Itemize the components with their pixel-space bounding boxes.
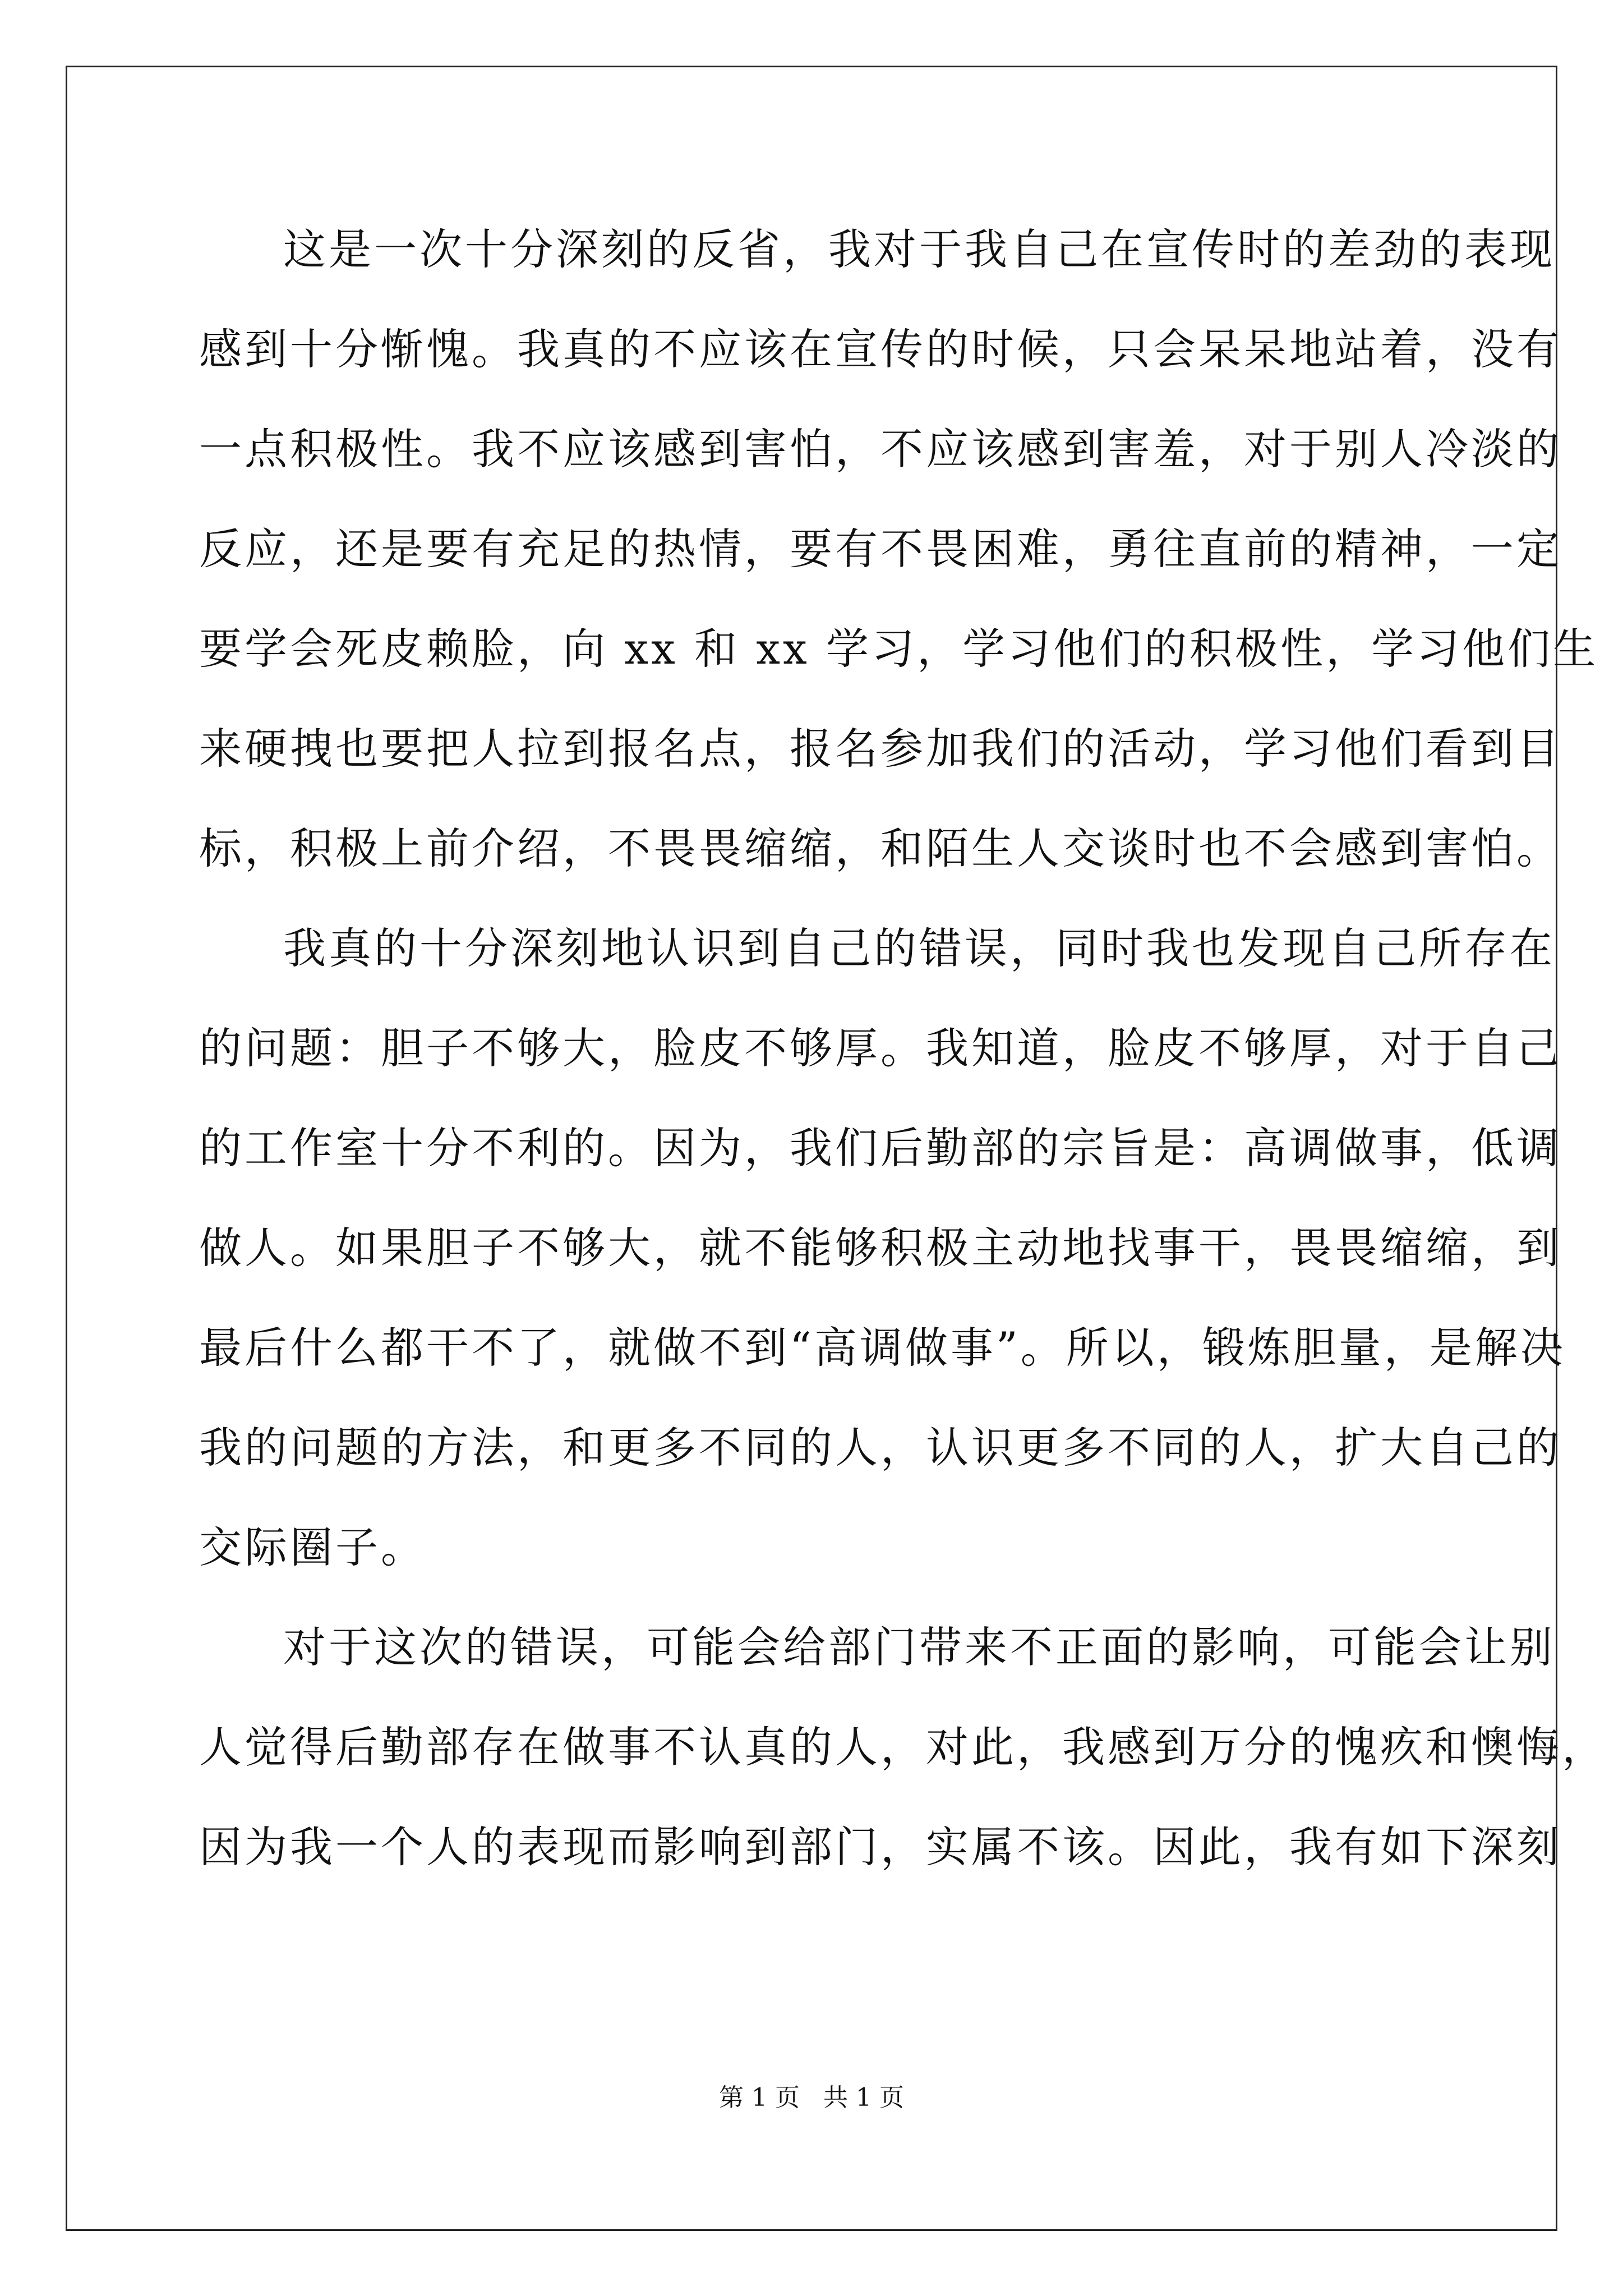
paragraph-1-line-4: 反应，还是要有充足的热情，要有不畏困难，勇往直前的精神，一定 — [199, 524, 1562, 574]
paragraph-1-line-5: 要学会死皮赖脸，向 xx 和 xx 学习，学习他们的积极性，学习他们生 — [199, 624, 1599, 674]
paragraph-2-line-3: 的工作室十分不利的。因为，我们后勤部的宗旨是：高调做事，低调 — [199, 1123, 1562, 1173]
paragraph-3-line-1: 对于这次的错误，可能会给部门带来不正面的影响，可能会让别 — [283, 1622, 1555, 1672]
paragraph-2-line-7: 交际圈子。 — [199, 1522, 426, 1572]
paragraph-2-line-2: 的问题：胆子不够大，脸皮不够厚。我知道，脸皮不够厚，对于自己 — [199, 1023, 1562, 1073]
paragraph-3-line-3: 因为我一个人的表现而影响到部门，实属不该。因此，我有如下深刻 — [199, 1822, 1562, 1872]
paragraph-2-line-6: 我的问题的方法，和更多不同的人，认识更多不同的人，扩大自己的 — [199, 1423, 1562, 1473]
paragraph-1-line-6: 来硬拽也要把人拉到报名点，报名参加我们的活动，学习他们看到目 — [199, 724, 1562, 774]
paragraph-2-line-5: 最后什么都干不了，就做不到“高调做事”。所以，锻炼胆量，是解决 — [199, 1323, 1566, 1373]
page-number-footer: 第 1 页 共 1 页 — [719, 2083, 904, 2112]
paragraph-3-line-2: 人觉得后勤部存在做事不认真的人，对此，我感到万分的愧疚和懊悔， — [199, 1722, 1607, 1772]
paragraph-1-line-1: 这是一次十分深刻的反省，我对于我自己在宣传时的差劲的表现 — [283, 224, 1555, 274]
paragraph-1-line-2: 感到十分惭愧。我真的不应该在宣传的时候，只会呆呆地站着，没有 — [199, 324, 1562, 374]
paragraph-2-line-4: 做人。如果胆子不够大，就不能够积极主动地找事干，畏畏缩缩，到 — [199, 1223, 1562, 1273]
paragraph-1-line-3: 一点积极性。我不应该感到害怕，不应该感到害羞，对于别人冷淡的 — [199, 424, 1562, 474]
paragraph-1-line-7: 标，积极上前介绍，不畏畏缩缩，和陌生人交谈时也不会感到害怕。 — [199, 823, 1562, 873]
paragraph-2-line-1: 我真的十分深刻地认识到自己的错误，同时我也发现自己所存在 — [283, 923, 1555, 973]
